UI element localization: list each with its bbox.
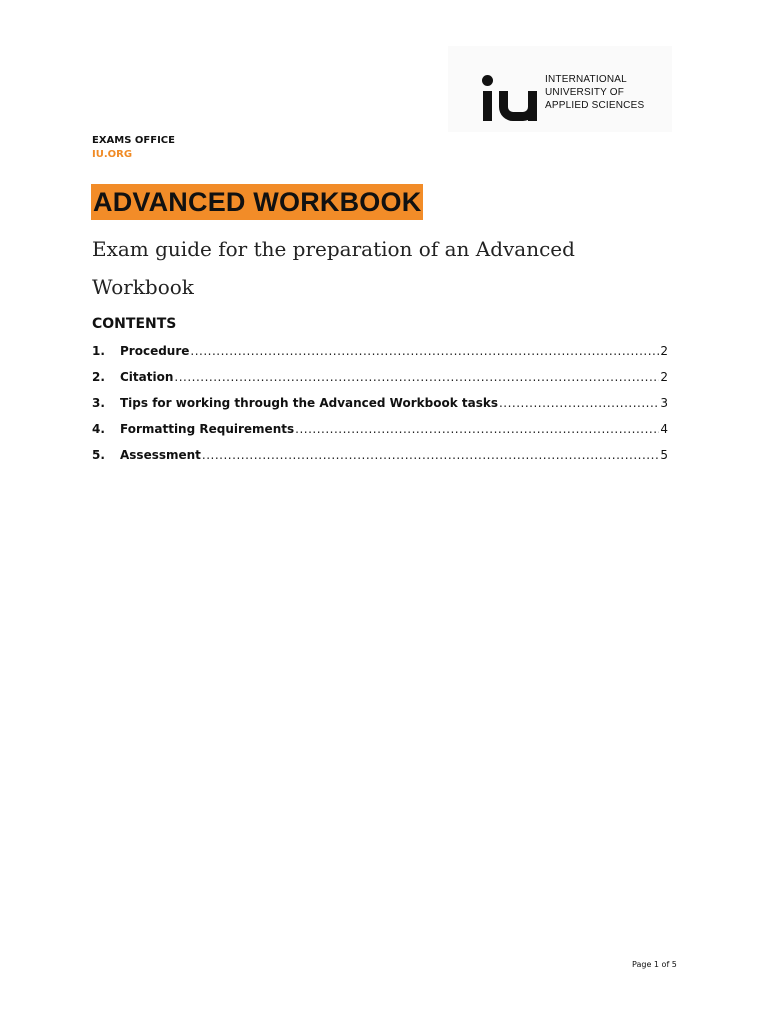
toc-dot-leader (202, 448, 659, 462)
iu-logo-mark (480, 59, 542, 119)
logo-text (545, 73, 644, 112)
toc-item-assessment[interactable] (92, 448, 668, 474)
toc-item-page: 2 (660, 370, 668, 384)
logo-line-2: UNIVERSITY OF (545, 86, 625, 98)
toc-dot-leader (295, 422, 659, 436)
table-of-contents (92, 344, 668, 474)
toc-item-tips[interactable] (92, 396, 668, 422)
toc-item-citation[interactable] (92, 370, 668, 396)
page-number: Page 1 of 5 (632, 960, 677, 969)
exams-office-label: EXAMS OFFICE (92, 135, 175, 146)
toc-dot-leader (499, 396, 659, 410)
toc-item-number: 4. (92, 422, 105, 436)
toc-item-label: Procedure (120, 344, 190, 358)
toc-item-number: 5. (92, 448, 105, 462)
toc-item-page: 2 (660, 344, 668, 358)
toc-item-label: Tips for working through the Advanced Workbook tasks (120, 396, 498, 410)
logo-u-tail (528, 91, 537, 121)
toc-item-page: 4 (660, 422, 668, 436)
document-subtitle: Exam guide for the preparation of an Advanced Workbook (92, 237, 575, 299)
toc-item-number: 3. (92, 396, 105, 410)
toc-item-procedure[interactable] (92, 344, 668, 370)
document-header (92, 134, 175, 162)
toc-item-label: Assessment (120, 448, 201, 462)
toc-item-number: 1. (92, 344, 105, 358)
logo-line-1: INTERNATIONAL (545, 73, 627, 85)
logo-i-stem (483, 91, 492, 121)
university-logo (448, 46, 672, 132)
site-link[interactable]: IU.ORG (92, 149, 133, 160)
contents-heading: CONTENTS (92, 316, 177, 332)
toc-item-page: 3 (660, 396, 668, 410)
toc-dot-leader (174, 370, 659, 384)
logo-line-3: APPLIED SCIENCES (545, 99, 645, 111)
document-title: ADVANCED WORKBOOK (91, 184, 423, 220)
toc-item-number: 2. (92, 370, 105, 384)
toc-item-page: 5 (660, 448, 668, 462)
toc-item-label: Formatting Requirements (120, 422, 295, 436)
toc-dot-leader (190, 344, 659, 358)
toc-item-formatting[interactable] (92, 422, 668, 448)
logo-i-dot (482, 75, 493, 86)
toc-item-label: Citation (120, 370, 174, 384)
